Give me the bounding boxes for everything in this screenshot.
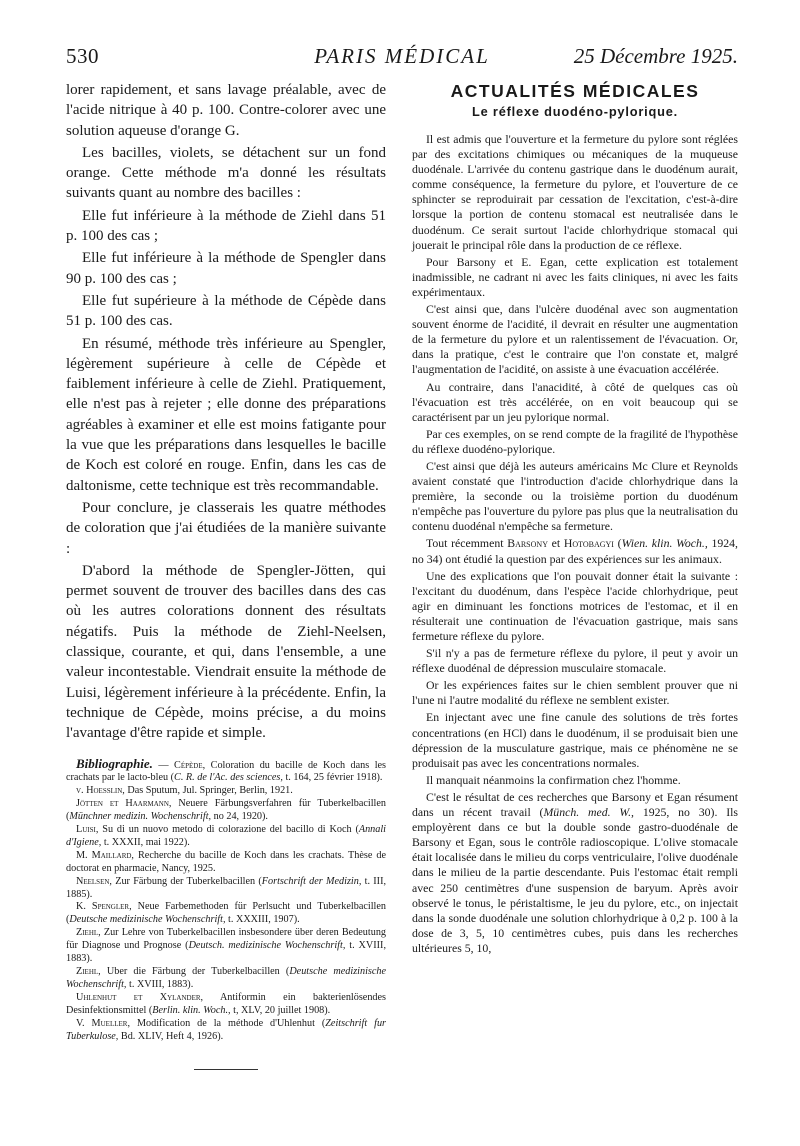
paragraph: C'est le résultat de ces recherches que Barsony et Egan résument dans un récent travail (Münch. med. W., 1925, no 30). Ils employèrent dans ce but la double sonde gastro-duodénale de Barsony et Egan, sous le contrôle radioscopique. L'olive stomacale était localisée dans le milieu du corps ventriculaire, l'olive duodénale dans le milieu de la partie descendante. Puis l'estomac était rempli avec 250 centimètres d'une suspension de baryum. Après avoir observé le tonus, le péristaltisme, le jeu du pylore, etc., on injectait dans la sonde duodénale une solution chlorhydrique à 0,2 p. 100 à la dose de 3, 5, 10 centimètres cubes, puis dans les recherches ultérieures 5, 10, <box>412 789 738 955</box>
paragraph: Pour conclure, je classerais les quatre méthodes de coloration que j'ai étudiées de la manière suivante : <box>66 499 386 557</box>
article-title: Le réflexe duodéno-pylorique. <box>472 104 678 119</box>
paragraph: Par ces exemples, on se rend compte de la fragilité de l'hypothèse du réflexe duodéno-pylorique. <box>412 426 738 456</box>
paragraph: Au contraire, dans l'anacidité, à côté de quelques cas où l'évacuation est très accélérée, on en voit beaucoup qui se caractérisent par un jeu pylorique normal. <box>412 379 738 424</box>
bibliography-entry: Neelsen, Zur Färbung der Tuberkelbacillen (Fortschrift der Medizin, t. III, 1885). <box>66 875 387 900</box>
right-column <box>412 80 738 956</box>
bibliography-entry: Luisi, Su di un nuovo metodo di colorazione del bacillo di Koch (Annali d'Igiene, t. XXXII, mai 1922). <box>66 824 387 848</box>
page-number: 530 <box>66 44 99 68</box>
paragraph: Elle fut inférieure à la méthode de Ziehl dans 51 p. 100 des cas ; <box>66 207 386 245</box>
paragraph: En injectant avec une fine canule des solutions de très fortes concentrations (en HCl) dans le duodénum, il se produisait bien une dépression de la musculature gastrique, mais ce phénomène ne se produisait pas avec les concentrations normales. <box>412 710 738 770</box>
paragraph: En résumé, méthode très inférieure au Spengler, légèrement supérieure à celle de Cépède et faiblement inférieure à celle de Ziehl. Pratiquement, elle n'est pas à rejeter ; elle donne des préparations agréables à examiner et elle est moins fatigante pour la vue que les préparations dans lesquelles le bacille de Koch est coloré en rouge. Enfin, dans les cas de daltonisme, cette technique est très recommandable. <box>66 335 386 494</box>
bibliography-entry: Jötten et Haarmann, Neuere Färbungsverfahren für Tuberkelbacillen (Münchner medizin. Wochenschrift, no 24, 1920). <box>66 798 387 823</box>
paragraph: Pour Barsony et E. Egan, cette explication est totalement inadmissible, ne cadrant ni avec les faits cliniques, ni avec les faits expérimentaux. <box>412 254 738 299</box>
paragraph: Il est admis que l'ouverture et la fermeture du pylore sont réglées par des excitations chimiques ou mécaniques de la muqueuse duodénale. L'arrivée du contenu gastrique dans le duodénum aurait, comme conséquence, la fermeture du pylore, et l'ouverture de ce sphincter se reproduirait par cessation de l'excitation, c'est-à-dire lorsque la portion de contenu stomacal est neutralisée dans le duodénum. Ce serait surtout l'acide chlorhydrique stomacal qui jouerait le principal rôle dans la production de ce réflexe. <box>412 132 738 252</box>
bibliography-heading: Bibliographie. <box>76 755 153 771</box>
paragraph: Il manquait néanmoins la confirmation chez l'homme. <box>426 772 681 787</box>
paragraph: D'abord la méthode de Spengler-Jötten, qui permet souvent de trouver des bacilles dans des cas où les autres colorations donnent des résultats négatifs. Puis la méthode de Ziehl-Neelsen, classique, courante, et qui, dans l'ensemble, a une valeur incontestable. Viendrait ensuite la méthode de Luisi, légèrement inférieure à la précédente. Enfin, la technique de Cépède, moins précise, a du moins l'avantage d'être rapide et simple. <box>66 562 386 742</box>
paragraph: Elle fut inférieure à la méthode de Spengler dans 90 p. 100 des cas ; <box>66 250 386 287</box>
bibliography-entry: Ziehl, Zur Lehre von Tuberkelbacillen insbesondere über deren Bedeutung für Diagnose und Prognose (Deutsch. medizinische Wochenschrift, t. XVIII, 1883). <box>66 927 387 965</box>
journal-title: PARIS MÉDICAL <box>314 44 490 68</box>
section-title: ACTUALITÉS MÉDICALES <box>450 81 700 101</box>
paragraph: Or les expériences faites sur le chien semblent prouver que ni l'une ni l'autre modalité du réflexe ne semblent exister. <box>412 678 738 708</box>
issue-date: 25 Décembre 1925. <box>573 44 738 68</box>
bibliography-entry: K. Spengler, Neue Farbemethoden für Perlsucht und Tuberkelbacillen (Deutsche medizinische Wochenschrift, t. XXXIII, 1907). <box>66 901 387 926</box>
bibliography-entry: Bibliographie. — Cépède, Coloration du bacille de Koch dans les crachats par le lacto-bleu (C. R. de l'Ac. des sciences, t. 164, 25 février 1918). <box>66 755 387 784</box>
paragraph: Une des explications que l'on pouvait donner était la suivante : l'excitant du duodénum, dans l'espèce l'acide chlorhydrique, peut agir en diminuant les fonctions motrices de l'estomac, et il en résulterait une continuation de l'évacuation gastrique, mais sans fermeture réflexe du pylore. <box>412 568 738 643</box>
left-column <box>66 80 386 1070</box>
paragraph: Elle fut supérieure à la méthode de Cépède dans 51 p. 100 des cas. <box>66 292 386 330</box>
paragraph: lorer rapidement, et sans lavage préalable, avec de l'acide nitrique à 40 p. 100. Contre-colorer avec une solution aqueuse d'orange G. <box>66 82 386 139</box>
paragraph: C'est ainsi que, dans l'ulcère duodénal avec son augmentation souvent énorme de l'acidité, il devrait en résulter une augmentation de la fermeture du pylore et un ralentissement de l'évacuation. Or, dans la pratique, c'est le contraire que l'on constate et, malgré l'augmentation de l'acidité, on assiste à une évacuation accélérée. <box>412 302 738 377</box>
bibliography <box>66 755 387 1044</box>
end-rule <box>194 1069 258 1070</box>
paragraph: Les bacilles, violets, se détachent sur un fond orange. Cette méthode m'a donné les résultats suivants quant au nombre des bacilles : <box>66 144 386 202</box>
bibliography-entry: Uhlenhut et Xylander, Antiformin ein bakterienlösendes Desinfektionsmittel (Berlin. klin. Woch., t, XLV, 20 juillet 1908). <box>66 991 386 1016</box>
bibliography-entry: V. Mueller, Modification de la méthode d'Uhlenhut (Zeitschrift fur Tuberkulose, Bd. XLIV, Heft 4, 1926). <box>66 1017 387 1042</box>
bibliography-entry: v. Hoesslin, Das Sputum, Jul. Springer, Berlin, 1921. <box>76 785 293 797</box>
paragraph: S'il n'y a pas de fermeture réflexe du pylore, il peut y avoir un réflexe duodénal de dépression musculaire stomacale. <box>412 646 738 676</box>
paragraph: Tout récemment Barsony et Hotobagyi (Wien. klin. Woch., 1924, no 34) ont étudié la question par des expériences sur les animaux. <box>412 536 738 566</box>
paragraph: C'est ainsi que déjà les auteurs américains Mc Clure et Reynolds avaient constaté que l'introduction d'acide chlorhydrique dans la première, la seconde ou la troisième portion du duodénum n'empêche pas l'ouverture du pylore pas plus que la neutralisation du contenu duodénal n'empêche sa fermeture. <box>412 458 738 534</box>
page-header <box>66 44 738 72</box>
bibliography-entry: Ziehl, Uber die Färbung der Tuberkelbacillen (Deutsche medizinische Wochenschrift, t. XVIII, 1883). <box>66 966 387 990</box>
bibliography-entry: M. Maillard, Recherche du bacille de Koch dans les crachats. Thèse de doctorat en pharmacie, Nancy, 1925. <box>66 849 386 874</box>
